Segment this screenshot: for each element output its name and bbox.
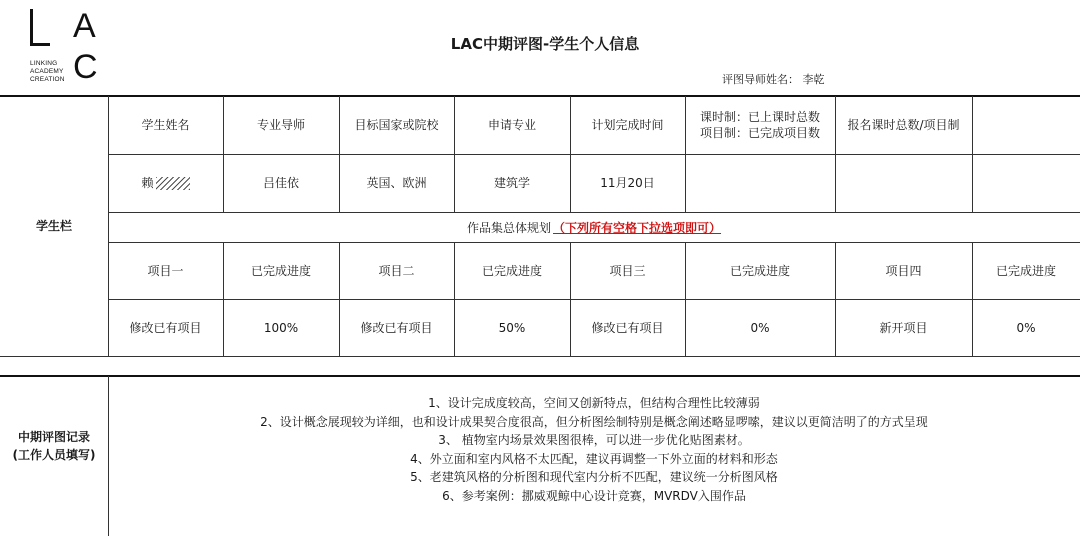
review-comments [108, 394, 1080, 505]
plan-note: （下列所有空格下拉选项即可） [553, 220, 722, 235]
progress-value-4[interactable]: 0% [1016, 320, 1036, 335]
progress-header-1: 已完成进度 [250, 263, 311, 278]
portfolio-plan-row [108, 212, 1080, 242]
redaction-mark [156, 177, 190, 190]
comment-line: 2、设计概念展现较为详细，也和设计成果契合度很高，但分析图绘制特别是概念阐述略显啰嗦，建议以更简洁明了的方式呈现 [260, 414, 928, 429]
student-section-label-text: 学生栏 [35, 219, 72, 233]
header-target-country: 目标国家或院校 [354, 118, 439, 132]
value-plan-time: 11月20日 [600, 176, 655, 190]
value-major: 建筑学 [493, 176, 530, 190]
header-extra [972, 96, 1080, 154]
header-enrolled-hours: 报名课时总数/项目制 [847, 118, 960, 132]
project-type-2[interactable]: 修改已有项目 [360, 320, 433, 335]
progress-value-2[interactable]: 50% [498, 320, 526, 335]
review-section-top [0, 375, 1080, 377]
comment-line: 5、老建筑风格的分析图和现代室内分析不匹配，建议统一分析图风格 [410, 470, 778, 484]
value-target-country: 英国、欧洲 [366, 176, 427, 190]
logo-subtitle-1: LINKING [30, 60, 58, 67]
comment-line: 3、 植物室内场景效果图很棒，可以进一步优化贴图素材。 [438, 433, 750, 447]
progress-header-2: 已完成进度 [481, 263, 542, 278]
project-header-2: 项目二 [378, 263, 415, 278]
header-mentor: 专业导师 [256, 118, 305, 132]
value-hours-projects[interactable] [685, 154, 835, 212]
student-name-text: 赖 [141, 176, 154, 190]
comment-line: 1、设计完成度较高，空间又创新特点，但结构合理性比较薄弱 [428, 396, 760, 410]
header-plan-time: 计划完成时间 [591, 118, 664, 132]
plan-label: 作品集总体规划 [466, 220, 551, 235]
value-mentor: 吕佳依 [262, 176, 299, 190]
project-type-4[interactable]: 新开项目 [879, 320, 928, 335]
logo-subtitle-3: CREATION [30, 76, 65, 83]
progress-header-3: 已完成进度 [729, 263, 790, 278]
comment-line: 6、参考案例：挪威观鲸中心设计竞赛，MVRDV入围作品 [442, 488, 746, 503]
progress-value-3[interactable]: 0% [750, 320, 770, 335]
student-section-label [0, 96, 108, 356]
header-student-name: 学生姓名 [141, 118, 190, 132]
student-section-bottom [0, 356, 1080, 357]
comment-line: 4、外立面和室内风格不太匹配，建议再调整一下外立面的材料和形态 [410, 451, 778, 466]
project-type-3[interactable]: 修改已有项目 [591, 320, 664, 335]
logo-letter-c: C [73, 48, 98, 86]
value-extra[interactable] [972, 154, 1080, 212]
project-header-3: 项目三 [609, 263, 646, 278]
header-hours-projects: 课时制：已上课时总数 项目制：已完成项目数 [699, 110, 820, 140]
review-label-line2: (工作人员填写) [12, 448, 96, 462]
review-section-label [0, 376, 108, 516]
progress-header-4: 已完成进度 [995, 263, 1056, 278]
project-type-1[interactable]: 修改已有项目 [129, 320, 202, 335]
project-header-1: 项目一 [147, 263, 184, 278]
progress-value-1[interactable]: 100% [263, 320, 299, 335]
review-label-line1: 中期评图记录 [17, 430, 90, 444]
value-student-name [108, 154, 223, 212]
reviewer-name: 评图导师姓名： 李乾 [722, 73, 825, 86]
header-major: 申请专业 [487, 118, 536, 132]
project-header-4: 项目四 [885, 263, 922, 278]
logo-letter-a: A [73, 7, 96, 45]
value-enrolled-hours[interactable] [835, 154, 972, 212]
page-title: LAC中期评图-学生个人信息 [450, 35, 640, 53]
logo-subtitle-2: ACADEMY [30, 68, 64, 75]
